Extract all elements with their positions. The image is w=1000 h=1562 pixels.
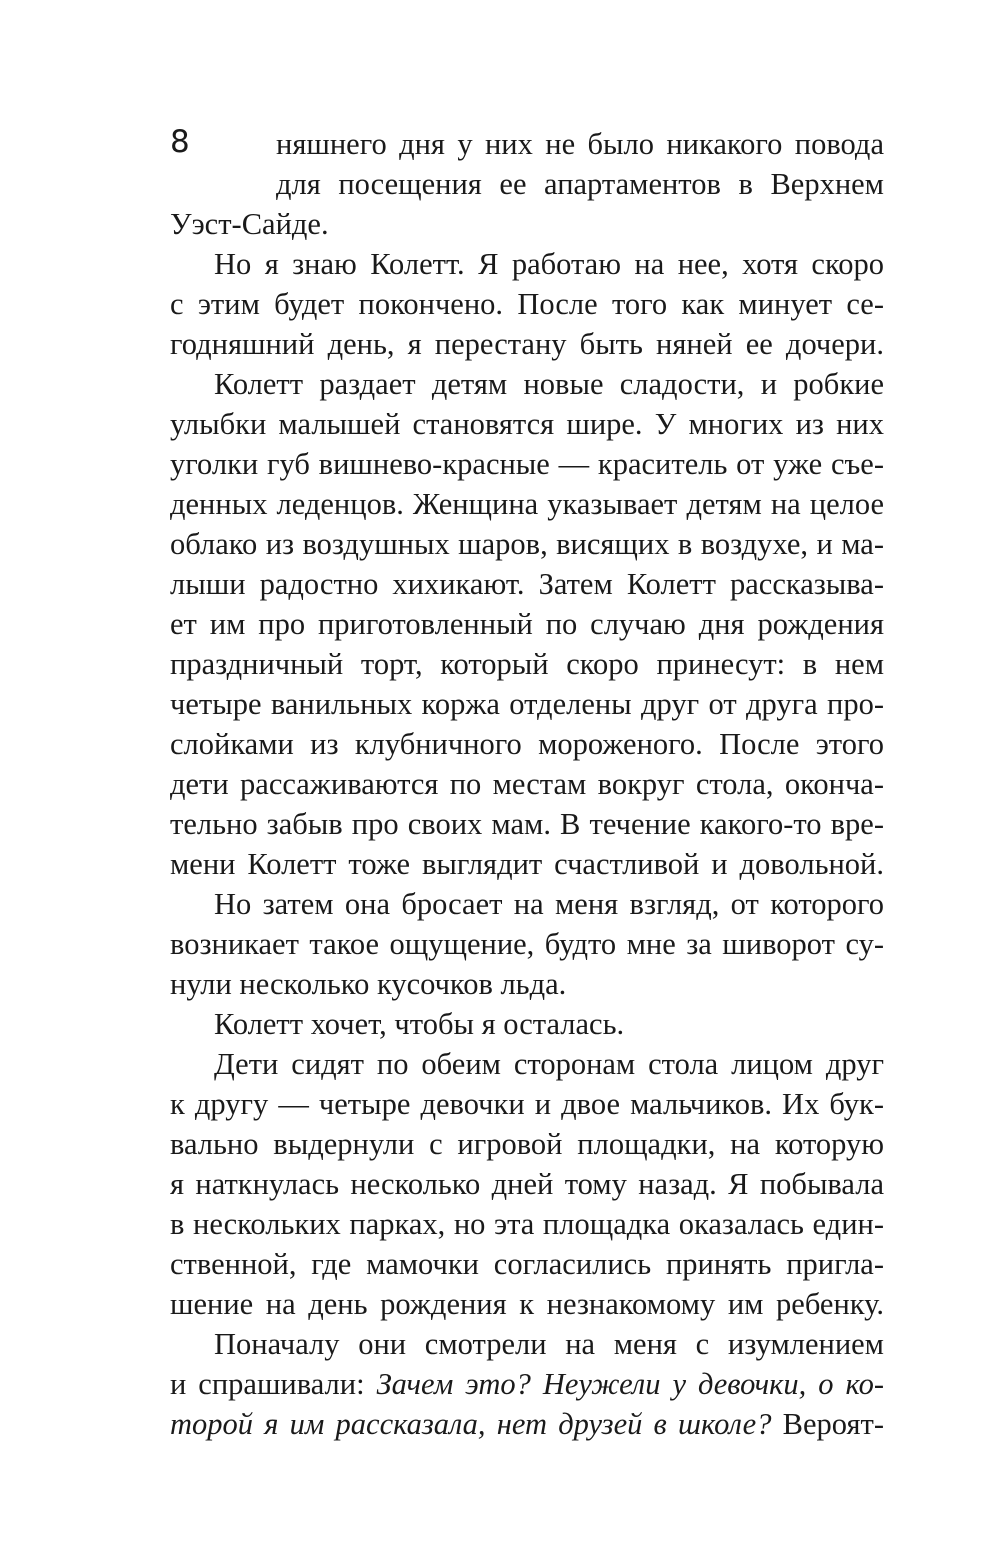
text-line: с этим будет покончено. После того как минует се- — [170, 287, 884, 321]
text-line: слойками из клубничного мороженого. После этого — [170, 727, 884, 761]
text-line: к другу — четыре девочки и двое мальчиков. Их бук- — [170, 1087, 884, 1121]
text-line: уголки губ вишнево-красные — краситель от уже съе- — [170, 447, 884, 481]
text-line: для посещения ее апартаментов в Верхнем — [276, 167, 884, 201]
text-line: я наткнулась несколько дней тому назад. Я побывала — [170, 1167, 884, 1201]
text-line: улыбки малышей становятся шире. У многих из них — [170, 407, 884, 441]
text-line: годняшний день, я перестану быть няней ее дочери. — [170, 327, 884, 361]
text-line: облако из воздушных шаров, висящих в воздухе, и ма- — [170, 527, 884, 561]
text-line: возникает такое ощущение, будто мне за шиворот су- — [170, 927, 884, 961]
text-line: Но затем она бросает на меня взгляд, от которого — [214, 887, 884, 921]
text-line: мени Колетт тоже выглядит счастливой и довольной. — [170, 847, 884, 881]
text-line: Колетт раздает детям новые сладости, и робкие — [214, 367, 884, 401]
text-line: Но я знаю Колетт. Я работаю на нее, хотя скоро — [214, 247, 884, 281]
text-line-mixed — [170, 1404, 884, 1444]
text-line: Дети сидят по обеим сторонам стола лицом друг — [214, 1047, 884, 1081]
italic-text-span: Зачем это? Неужели у девочки, о ко- — [376, 1367, 884, 1401]
text-line: няшнего дня у них не было никакого повода — [276, 127, 884, 161]
text-line: ственной, где мамочки согласились принять пригла- — [170, 1247, 884, 1281]
text-line: праздничный торт, который скоро принесут: в нем — [170, 647, 884, 681]
text-line: Колетт хочет, чтобы я осталась. — [214, 1007, 625, 1041]
text-line: четыре ванильных коржа отделены друг от друга про- — [170, 687, 884, 721]
text-line: Уэст-Сайде. — [170, 207, 329, 241]
italic-text-span: торой я им рассказала, нет друзей в школе? — [170, 1407, 772, 1441]
text-line: нули несколько кусочков льда. — [170, 967, 567, 1001]
text-span: Вероят- — [771, 1407, 884, 1441]
text-line: Поначалу они смотрели на меня с изумлением — [214, 1327, 884, 1361]
text-line: лыши радостно хихикают. Затем Колетт рассказыва- — [170, 567, 884, 601]
text-line: ет им про приготовленный по случаю дня рождения — [170, 607, 884, 641]
text-line: дети рассаживаются по местам вокруг стола, оконча- — [170, 767, 884, 801]
text-line-mixed — [170, 1364, 884, 1404]
text-line: шение на день рождения к незнакомому им ребенку. — [170, 1287, 884, 1321]
text-line: тельно забыв про своих мам. В течение какого-то вре- — [170, 807, 884, 841]
text-line: в нескольких парках, но эта площадка оказалась един- — [170, 1207, 884, 1241]
page-number: 8 — [170, 124, 190, 160]
text-line: денных леденцов. Женщина указывает детям на целое — [170, 487, 884, 521]
text-span: и спрашивали: — [170, 1367, 377, 1401]
text-line: вально выдернули с игровой площадки, на которую — [170, 1127, 884, 1161]
